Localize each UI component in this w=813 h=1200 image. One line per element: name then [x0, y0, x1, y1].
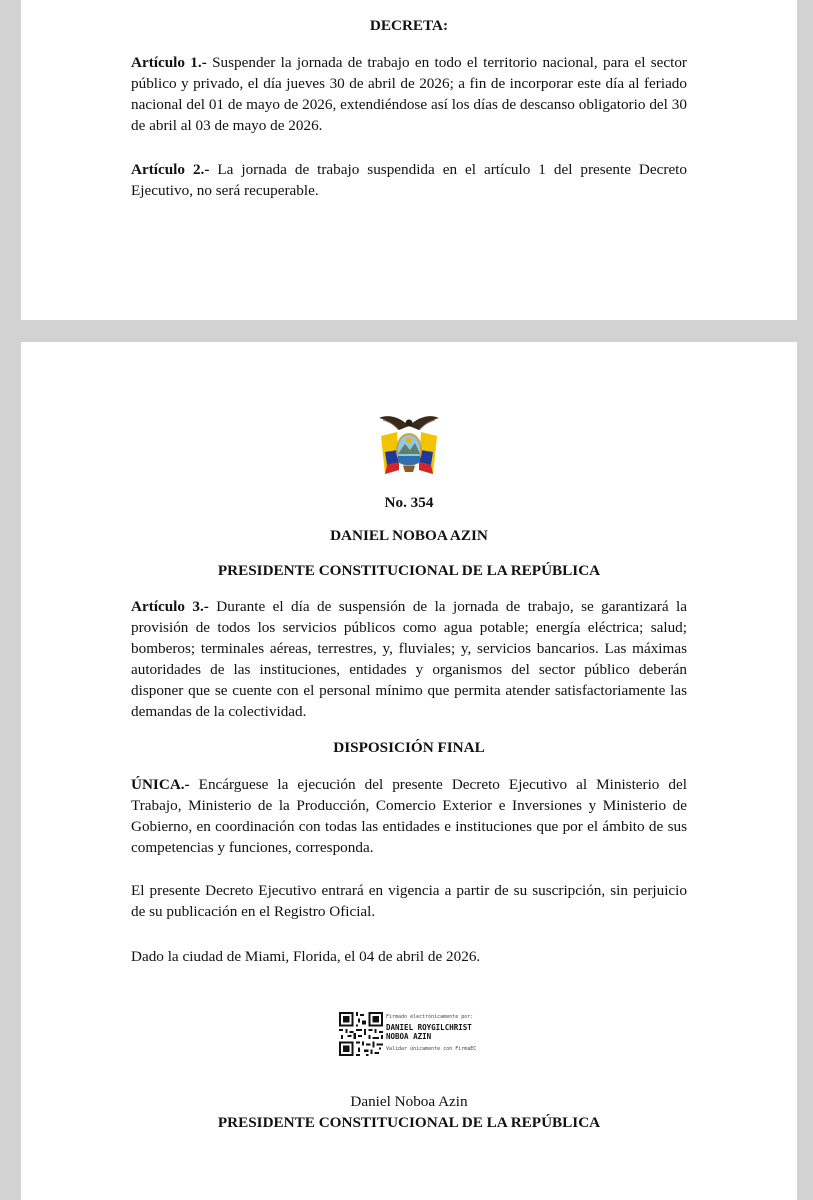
decreta-heading: DECRETA: [369, 17, 449, 34]
document-page-2 [21, 342, 797, 1200]
signature-signed-by: Firmado electrónicamente por: [386, 1014, 474, 1020]
articulo-1-text: Suspender la jornada de trabajo en todo el territorio nacional, para el sector público y privado, el día jueves 30 de abril de 2026; a fin de incorporar este día al feriado nacional del 01 de mayo de 2026, extendiéndose así los días de descanso obligatorio del 30 de abril al 03 de mayo de 2026. [131, 54, 687, 134]
president-title: PRESIDENTE CONSTITUCIONAL DE LA REPÚBLICA [217, 562, 601, 579]
disposicion-final-heading: DISPOSICIÓN FINAL [333, 739, 485, 756]
dado-paragraph: Dado la ciudad de Miami, Florida, el 04 de abril de 2026. [131, 948, 481, 965]
signature-name-line-2: NOBOA AZIN [386, 1032, 432, 1041]
articulo-2-text: La jornada de trabajo suspendida en el artículo 1 del presente Decreto Ejecutivo, no será recuperable. [131, 161, 687, 199]
signer-name: Daniel Noboa Azin [350, 1093, 468, 1110]
signature-validate: Validar únicamente con FirmaEC [386, 1046, 477, 1052]
articulo-2 [131, 159, 687, 201]
articulo-3-label: Artículo 3.- [131, 598, 209, 615]
signature-qr-code-icon [339, 1012, 383, 1056]
vigencia-paragraph: El presente Decreto Ejecutivo entrará en vigencia a partir de su suscripción, sin perjuicio de su publicación en el Registro Oficial. [131, 882, 687, 920]
unica-text: Encárguese la ejecución del presente Decreto Ejecutivo al Ministerio del Trabajo, Ministerio de la Producción, Comercio Exterior e Inversiones y Ministerio de Gobierno, en coordinación con todas las entidades e instituciones que por el ámbito de sus competencias y funciones, corresponda. [131, 776, 687, 856]
articulo-1-label: Artículo 1.- [131, 54, 207, 71]
articulo-2-label: Artículo 2.- [131, 161, 210, 178]
signer-title: PRESIDENTE CONSTITUCIONAL DE LA REPÚBLICA [217, 1114, 601, 1131]
unica-label: ÚNICA.- [131, 776, 190, 793]
ecuador-coat-of-arms-icon [377, 412, 441, 478]
articulo-3-text: Durante el día de suspensión de la jornada de trabajo, se garantizará la provisión de todos los servicios públicos como agua potable; energía eléctrica; salud; bomberos; terminales aéreas, terrestres, y, fluviales; y, servicios bancarios. Las máximas autoridades de las instituciones, entidades y organismos del sector público deberán disponer que se cuente con el personal mínimo que permita atender satisfactoriamente las demandas de la colectividad. [131, 598, 687, 720]
articulo-1 [131, 52, 687, 136]
decree-number: No. 354 [384, 494, 434, 511]
signature-text-block [386, 1012, 546, 1053]
signature-name-line-1: DANIEL ROYGILCHRIST [386, 1023, 472, 1032]
articulo-3 [131, 596, 687, 722]
president-name: DANIEL NOBOA AZIN [330, 527, 488, 544]
unica-clause [131, 774, 687, 858]
document-page-1 [21, 0, 797, 320]
